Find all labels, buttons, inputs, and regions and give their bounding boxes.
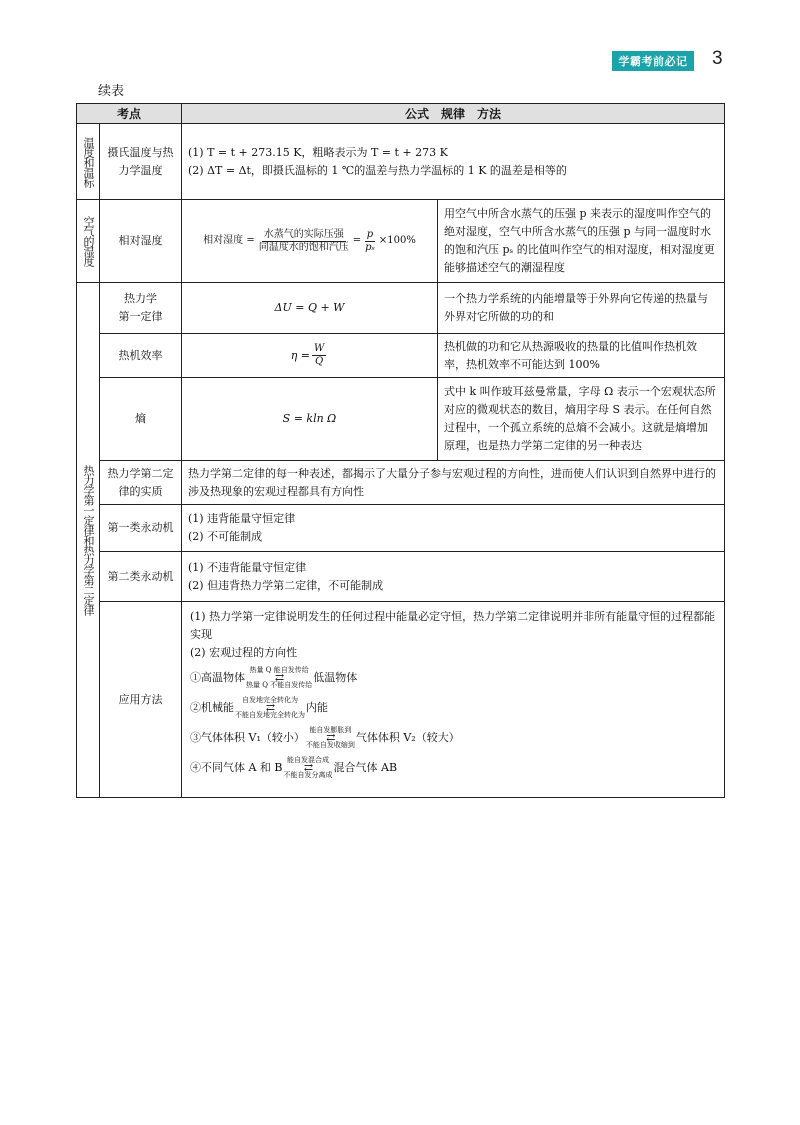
- row-efficiency-desc-cell: [437, 333, 725, 378]
- humidity-frac1-num: 水蒸气的实际压强: [263, 228, 344, 240]
- row-apply-content: [181, 601, 725, 798]
- section-badge: 学霸考前必记: [612, 51, 694, 71]
- row-second-law-content: [181, 460, 725, 505]
- row-humidity-desc-cell: [437, 199, 725, 283]
- efficiency-fraction: [312, 343, 326, 368]
- pm2-line-2: (2) 但违背热力学第二定律，不可能制成: [188, 578, 384, 592]
- humidity-fraction-symbols: [363, 229, 377, 254]
- row-first-law-desc-cell: [437, 282, 725, 334]
- first-law-formula: ΔU = Q + W: [274, 301, 345, 314]
- e3-top: 能自发膨胀到: [309, 726, 352, 734]
- pm2-line-1: (1) 不违背能量守恒定律: [188, 560, 307, 574]
- e2-bottom: 不能自发地完全转化为: [235, 711, 305, 719]
- direction-volume: [190, 726, 716, 750]
- group-temperature-label: 温度和温标: [82, 136, 95, 187]
- kelvin-line-2: (2) ΔT = Δt，即摄氏温标的 1 ℃的温差与热力学温标的 1 K 的温差是相等的: [188, 163, 567, 177]
- row-pm2-label: 第二类永动机: [107, 569, 174, 583]
- entropy-description: 式中 k 叫作玻耳兹曼常量，字母 Ω 表示一个宏观状态所对应的微观状态的数目，熵用字母 S 表示。在任何自然过程中，一个孤立系统的总熵不会减小。这就是熵增加原理，也是热力学第二定律的另一种表达: [444, 385, 716, 452]
- e3-left: ③气体体积 V₁（较小）: [190, 731, 305, 744]
- double-arrow-icon: ⇄: [265, 701, 275, 714]
- humidity-frac2-num: p: [366, 228, 374, 240]
- humidity-fraction-words: [257, 229, 351, 254]
- group-thermo-laws: [76, 282, 100, 798]
- row-first-law-formula: [181, 282, 438, 334]
- humidity-description: 用空气中所含水蒸气的压强 p 来表示的湿度叫作空气的绝对湿度，空气中所含水蒸气的压强 p 与同一温度时水的饱和汽压 pₛ 的比值叫作空气的相对湿度，相对湿度更能够描述空气的潮湿程度: [444, 207, 715, 274]
- row-first-law-label-2: 第一定律: [118, 310, 163, 323]
- e1-top: 热量 Q 能自发传给: [249, 666, 309, 674]
- group-humidity-label: 空气的湿度: [82, 216, 95, 266]
- pm1-line-2: (2) 不可能制成: [188, 530, 263, 543]
- continued-label: 续表: [98, 84, 125, 99]
- e1-arrows: [246, 666, 312, 690]
- header-col-formula: 公式 规律 方法: [181, 103, 725, 124]
- group-thermo-laws-label: 热力学第一定律和热力学第二定律: [82, 465, 95, 615]
- e4-top: 能自发混合成: [287, 756, 330, 764]
- e3-right: 气体体积 V₂（较大）: [355, 731, 460, 744]
- pm1-line-1: (1) 违背能量守恒定律: [188, 512, 296, 525]
- e4-left: ④不同气体 A 和 B: [190, 761, 283, 774]
- efficiency-formula-prefix: η =: [290, 348, 311, 362]
- row-apply-label: 应用方法: [118, 692, 163, 706]
- humidity-formula-suffix: ×100%: [378, 235, 416, 246]
- humidity-frac1-den: 同温度水的饱和汽压: [258, 241, 349, 253]
- second-law-description: 热力学第二定律的每一种表述，都揭示了大量分子参与宏观过程的方向性，进而使人们认识到自然界中进行的涉及热现象的宏观过程都具有方向性: [188, 466, 716, 498]
- e2-arrows: [235, 696, 305, 720]
- humidity-formula-prefix: 相对湿度 =: [203, 235, 255, 246]
- group-temperature: [76, 123, 100, 200]
- e1-bottom: 热量 Q 不能自发传给: [246, 681, 313, 689]
- row-entropy-label-cell: [99, 377, 182, 461]
- row-humidity-label: 相对湿度: [118, 234, 163, 247]
- row-humidity-label-cell: [99, 199, 182, 283]
- double-arrow-icon: ⇄: [303, 761, 313, 774]
- row-entropy-desc-cell: [437, 377, 725, 461]
- row-first-law-label-cell: [99, 282, 182, 334]
- page-number: 3: [712, 48, 723, 69]
- e2-left: ②机械能: [190, 701, 234, 714]
- humidity-eq: =: [352, 235, 362, 246]
- row-pm2-content: [181, 551, 725, 602]
- group-humidity: [76, 199, 100, 283]
- apply-p2: (2) 宏观过程的方向性: [190, 646, 298, 659]
- e1-left: ①高温物体: [190, 671, 245, 684]
- entropy-formula: S = kln Ω: [282, 412, 337, 425]
- double-arrow-icon: ⇄: [326, 731, 335, 744]
- e4-right: 混合气体 AB: [333, 761, 398, 774]
- efficiency-description: 热机做的功和它从热源吸收的热量的比值叫作热机效率，热机效率不可能达到 100%: [444, 339, 697, 371]
- double-arrow-icon: ⇄: [274, 671, 284, 684]
- row-pm1-label-cell: [99, 504, 182, 552]
- row-pm2-label-cell: [99, 551, 182, 602]
- row-second-law-label-1: 热力学第二定: [107, 466, 174, 480]
- row-pm1-content: [181, 504, 725, 552]
- e2-top: 自发地完全转化为: [242, 696, 298, 704]
- row-entropy-label: 熵: [135, 412, 146, 425]
- row-second-law-label-2: 律的实质: [118, 484, 163, 498]
- row-efficiency-label: 热机效率: [118, 348, 163, 362]
- efficiency-frac-num: W: [314, 343, 325, 354]
- efficiency-frac-den: Q: [315, 356, 324, 367]
- row-kelvin-label-cell: [99, 123, 182, 200]
- row-humidity-formula: [181, 199, 438, 283]
- header-col-topic: 考点: [76, 103, 182, 124]
- e1-right: 低温物体: [313, 671, 358, 684]
- row-kelvin-content: [181, 123, 725, 200]
- e4-bottom: 不能自发分离成: [283, 771, 333, 779]
- apply-p1: (1) 热力学第一定律说明发生的任何过程中能量必定守恒，热力学第二定律说明并非所有能量守恒的过程都能实现: [190, 610, 716, 641]
- row-efficiency-formula: [181, 333, 438, 378]
- direction-mixing: [190, 756, 716, 780]
- first-law-description: 一个热力学系统的内能增量等于外界向它传递的热量与外界对它所做的功的和: [444, 292, 708, 323]
- direction-energy: [190, 696, 716, 720]
- row-pm1-label: 第一类永动机: [107, 521, 174, 534]
- row-apply-label-cell: [99, 601, 182, 798]
- e4-arrows: [284, 756, 333, 780]
- humidity-frac2-den: pₛ: [365, 241, 375, 253]
- e3-bottom: 不能自发收缩到: [305, 741, 355, 749]
- row-second-law-label-cell: [99, 460, 182, 505]
- kelvin-line-1: (1) T = t + 273.15 K，粗略表示为 T = t + 273 K: [188, 145, 448, 159]
- row-entropy-formula: [181, 377, 438, 461]
- direction-heat: [190, 666, 716, 690]
- row-efficiency-label-cell: [99, 333, 182, 378]
- e3-arrows: [306, 726, 355, 750]
- row-first-law-label-1: 热力学: [124, 292, 157, 305]
- e2-right: 内能: [306, 701, 328, 714]
- row-kelvin-label: 摄氏温度与热力学温度: [107, 145, 174, 177]
